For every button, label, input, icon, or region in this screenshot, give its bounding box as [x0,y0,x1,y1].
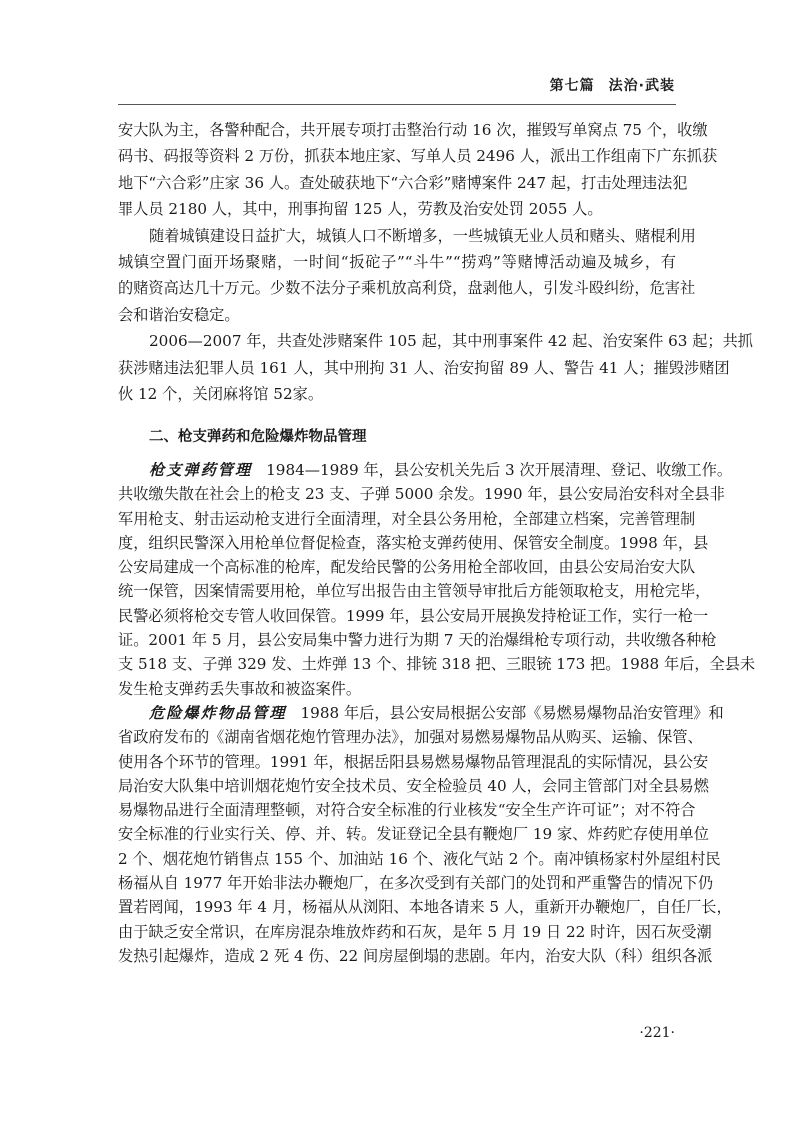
text-line [118,725,703,749]
header-title: 法治·武装 [608,78,675,94]
line-text: 罪人员 2180 人，其中，刑事拘留 125 人，劳教及治安处罚 2055 人。 [118,200,603,219]
body-section-gambling [118,117,753,407]
body-section-firearms-explosives [118,458,756,968]
header-rule [118,104,676,105]
text-line [118,117,708,143]
run-in-subtitle: 危险爆炸物品管理 [149,703,287,722]
text-line [118,275,696,301]
line-text: 随着城镇建设日益扩大，城镇人口不断增多，一些城镇无业人员和赌头、赌棍利用 [149,226,696,245]
text-line [118,302,676,328]
text-line [118,847,721,871]
text-line [118,579,711,603]
line-text: 杨福从自 1977 年开始非法办鞭炮厂，在多次受到有关部门的处罚和严重警告的情况下仍 [118,874,714,893]
text-line [118,507,696,531]
text-line [118,355,730,381]
text-line [118,249,676,275]
text-line [118,628,717,652]
header-part: 第七篇 [549,78,595,94]
text-line [118,871,714,895]
line-text: 2 个、烟花炮竹销售点 155 个、加油站 16 个、液化气站 2 个。南冲镇杨家村外屋组村民 [118,849,721,868]
line-text: 的赌资高达几十万元。少数不法分子乘机放高利贷，盘剥他人，引发斗殴纠纷，危害社 [118,279,696,298]
line-text: 获涉赌违法犯罪人员 161 人，其中刑拘 31 人、治安拘留 89 人、警告 41 人；摧毁涉赌团 [118,358,730,377]
text-line [118,531,709,555]
line-text: 伙 12 个，关闭麻将馆 52家。 [118,384,324,403]
line-text: 共收缴失散在社会上的枪支 23 支、子弹 5000 余发。1990 年，县公安局治安科对全县非 [118,485,725,504]
run-in-subtitle: 枪支弹药管理 [149,461,253,479]
line-text: 2006—2007 年，共查处涉赌案件 105 起，其中刑事案件 42 起、治安案件 63 起；共抓 [149,332,753,351]
running-header [536,75,675,95]
line-text: 由于缺乏安全常识，在库房混杂堆放炸药和石灰，是年 5 月 19 日 22 时许，因石灰受潮 [118,922,712,941]
text-line [118,458,733,482]
line-text: 度，组织民警深入用枪单位督促检查，落实枪支弹药使用、保管安全制度。1998 年，县 [118,533,709,552]
line-text: 证。2001 年 5 月，县公安局集中警力进行为期 7 天的治爆缉枪专项行动，共收缴各种枪 [118,631,717,650]
text-line [118,170,688,196]
line-text: 公安局建成一个高标准的枪库，配发给民警的公务用枪全部收回，由县公安局治安大队 [118,558,696,577]
paragraph [118,701,732,968]
text-line [118,223,696,249]
line-text: 支 518 支、子弹 329 发、土炸弹 13 个、排铳 318 把、三眼铳 173 把。1988 年后，全县未 [118,655,756,674]
line-text: 地下“六合彩”庄家 36 人。查处破获地下“六合彩”赌博案件 247 起，打击处理违法犯 [118,173,688,192]
text-line [118,895,732,919]
page-number: ·221· [639,1025,675,1041]
text-line [118,196,676,222]
paragraph [118,223,696,329]
text-line [118,774,709,798]
text-line [118,798,696,822]
line-text: 使用各个环节的管理。1991 年，根据岳阳县易燃易爆物品管理混乱的实际情况，县公安 [118,752,709,771]
section-heading: 二、枪支弹药和危险爆炸物品管理 [149,429,367,445]
paragraph [118,458,756,701]
line-text: 安全标准的行业实行关、停、并、转。发证登记全县有鞭炮厂 19 家、炸药贮存使用单位 [118,825,709,844]
line-text: 军用枪支、射击运动枪支进行全面清理，对全县公务用枪，全部建立档案，完善管理制 [118,509,696,528]
text-line [118,555,696,579]
text-line [118,750,709,774]
text-line [118,482,725,506]
text-line [118,822,709,846]
line-text: 1988 年后，县公安局根据公安部《易燃易爆物品治安管理》和 [300,703,724,722]
line-text: 会和谐治安稳定。 [118,305,240,324]
line-text: 置若罔闻，1993 年 4 月，杨福从从浏阳、本地各请来 5 人，重新开办鞭炮厂，自任厂长， [118,898,732,917]
line-text: 码书、码报等资料 2 万份，抓获本地庄家、写单人员 2496 人，派出工作组南下广东抓获 [118,147,718,166]
text-line [118,328,753,354]
line-text: 省政府发布的《湖南省烟花炮竹管理办法》，加强对易燃易爆物品从购买、运输、保管、 [118,728,703,747]
paragraph [118,328,753,407]
text-line [118,701,724,725]
text-line [118,920,712,944]
text-line [118,677,676,701]
line-text: 1984—1989 年，县公安机关先后 3 次开展清理、登记、收缴工作。 [266,461,733,479]
line-text: 发热引起爆炸，造成 2 死 4 伤、22 间房屋倒塌的悲剧。年内，治安大队（科）组织各派 [118,946,713,965]
text-line [118,381,676,407]
line-text: 局治安大队集中培训烟花炮竹安全技术员、安全检验员 40 人，会同主管部门对全县易燃 [118,776,709,795]
text-line [118,143,718,169]
text-line [118,652,756,676]
line-text: 易爆物品进行全面清理整顿，对符合安全标准的行业核发“安全生产许可证”；对不符合 [118,801,696,820]
paragraph [118,117,718,223]
line-text: 安大队为主，各警种配合，共开展专项打击整治行动 16 次，摧毁写单窝点 75 个，收缴 [118,121,708,139]
text-line [118,604,709,628]
line-text: 城镇空置门面开场聚赌，一时间“扳砣子”“斗牛”“捞鸡”等赌博活动遍及城乡，有 [118,252,676,271]
line-text: 统一保管，因案情需要用枪，单位写出报告由主管领导审批后方能领取枪支，用枪完毕， [118,582,711,601]
line-text: 发生枪支弹药丢失事故和被盗案件。 [118,679,361,698]
line-text: 民警必须将枪交专管人收回保管。1999 年，县公安局开展换发持枪证工作，实行一枪一 [118,606,709,625]
text-line [118,944,713,968]
